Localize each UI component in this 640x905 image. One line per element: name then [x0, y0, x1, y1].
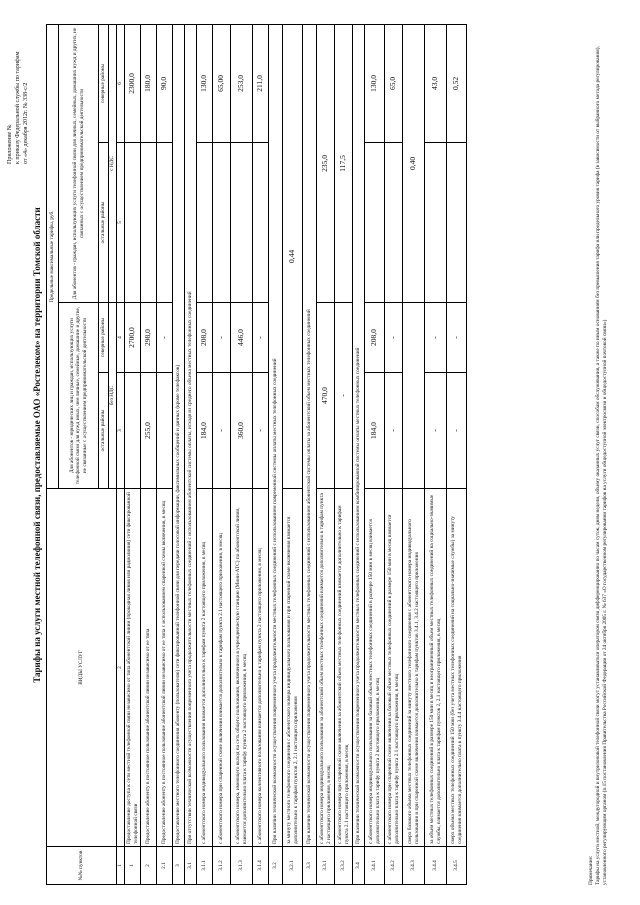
row-331-value-legal: 470,0 [317, 303, 335, 489]
colnum-5: 5 [117, 143, 125, 303]
row-342-value-other-legal: - [385, 373, 403, 489]
row-344-num: 3.4.4 [425, 847, 447, 885]
row-2-text: Предоставление абоненту в постоянное пользование абонентской линии независимо от ее типа [141, 489, 157, 847]
document-title: Тарифы на услуги местной телефонной связи, предоставляемые ОАО «Ростелеком» на территории Томской области [32, 207, 42, 683]
row-312-text: с абонентского номера при спаренной схеме включения взимается дополнительно к тарифам пункта 2.1 настоящего приложения, в месяц [213, 489, 231, 847]
header-vat-2: с НДС [109, 24, 117, 302]
row-312-value-north-legal: - [213, 303, 231, 373]
row-343-text: сверх базового объема местных телефонных соединений за минуту местного телефонного соединения с абонентского номера индивидуального пользования и при спаренной схеме включения взимается дополнительно к тарифам пунктов 3.4.1, 3.4.2 настоящего приложения [403, 489, 425, 847]
row-21-value-north-legal: - [157, 303, 173, 373]
row-3-num: 3 [173, 847, 185, 885]
row-344-text: за объем местных телефонных соединений в размере 150 мин в месяц и неограниченный объем местных телефонных соединений на социально-значимые службы, взимается дополнительно плата к тарифам пунктов 2, 2.1 настоящего приложения, в месяц [425, 489, 447, 847]
row-311-text: с абонентского номера индивидуального пользования взимается дополнительно к тарифам пункта 2 настоящего приложения, в месяц [197, 489, 213, 847]
row-1-text: Предоставление доступа к сети местной телефонной связи независимо от типа абонентской линии (проводная линия или радиолиния) сети фиксированной телефонной связи [125, 489, 141, 847]
row-312-value-other-legal: - [213, 373, 231, 489]
colnum-1: 1 [117, 847, 125, 885]
header-north-regions-1: северные районы [99, 303, 109, 373]
row-311-num: 3.1.1 [197, 847, 213, 885]
row-2-value-north-citizens: 180,0 [141, 24, 157, 142]
row-321-value: 0,44 [283, 24, 303, 488]
header-legal: Для абонентов - юридических лиц и граждан, использующих услуги телефонной связи для нужд иных, чем личные, семейные, домашние и другие, не связанные с осуществлением предпринимательской деятельности [59, 303, 99, 489]
row-345-num: 3.4.5 [447, 847, 467, 885]
row-345-text: сверх объема местных телефонных соединений 150 мин (без учета местных телефонных соединений на социально-значимые службы) за минуту соединения взимается дополнительно плата к пункту 3.4.4 настоящего приложения [447, 489, 467, 847]
row-1-value-north-legal: 2700,0 [125, 303, 141, 373]
row-312-value-north-citizens: 65,00 [213, 24, 231, 142]
row-321-text: за минуту местного телефонного соединения с абонентского номера индивидуального пользования и при спаренной схеме включения взимается дополнительно к тарифам пунктов 2, 2.1 настоящего приложения [283, 489, 303, 847]
row-311-value-north-citizens: 130,0 [197, 24, 213, 142]
row-312-num: 3.1.2 [213, 847, 231, 885]
footnote [588, 25, 608, 885]
row-344-value-north-legal: - [425, 303, 447, 373]
row-332-num: 3.3.2 [335, 847, 353, 885]
row-342-text: с абонентского номера при спаренной схеме включения за базовый объем местных телефонных соединений в размере 150 мин в месяц взимается дополнительно плата к тарифу пункта 2.1 настоящего приложения, в месяц [385, 489, 403, 847]
appendix-header [6, 14, 30, 164]
row-313-value-other-legal: 360,0 [231, 373, 253, 489]
header-other-regions-2: остальные районы [99, 143, 109, 303]
row-1-num: 1 [125, 847, 141, 885]
row-342-num: 3.4.2 [385, 847, 403, 885]
header-service: ВИДЫ УСЛУГ [47, 489, 117, 847]
row-313-value-north-legal: 446,0 [231, 303, 253, 373]
row-2-num: 2 [141, 847, 157, 885]
row-342-value-north-citizens: 65,0 [385, 24, 403, 142]
row-332-text: с абонентского номера при спаренной схеме включения за абонентский объем местных телефонных соединений взимается дополнительно к тарифам пункта 2.1 настоящего приложения, в месяц [335, 489, 353, 847]
row-314-value-north-citizens: 211,0 [253, 24, 269, 142]
header-vat-1: без НДС [109, 303, 117, 489]
row-33-text: При наличии технической возможности осуществления повременного учета продолжительности местных телефонных соединений с использованием абонентской системы оплаты за абонентский объем местных телефонных соединений [303, 24, 317, 846]
row-31-num: 3.1 [185, 847, 197, 885]
row-31-text: При отсутствии технической возможности осуществления повременного учета продолжительности местных телефонных соединений с использованием абонентской системы оплаты, исходя из среднего объема местных телефонных соединений [185, 24, 197, 846]
row-314-text: с абонентского номера коллективного пользования взимается дополнительно к тарифам пункта 2 настоящего приложения, в месяц [253, 489, 269, 847]
colnum-6: 6 [117, 24, 125, 142]
row-341-num: 3.4.1 [365, 847, 385, 885]
header-citizens: Для абонентов - граждан, использующих услуги телефонной связи для личных, семейных, домашних нужд и других, не связанных с осуществлением предпринимательской деятельности [59, 24, 99, 302]
colnum-3: 3 [117, 373, 125, 489]
header-other-regions-1: остальные районы [99, 373, 109, 489]
row-313-num: 3.1.3 [231, 847, 253, 885]
row-34-num: 3.4 [353, 847, 365, 885]
row-341-value-north-legal: 208,0 [365, 303, 385, 373]
row-332-value-legal: - [335, 303, 353, 489]
tariff-table [46, 24, 467, 885]
appendix-line-3: от «4» декабря 2012г. № 338-с/2 [23, 82, 29, 164]
header-tariffs: Предельные максимальные тарифы, руб. [47, 24, 59, 488]
row-313-value-north-citizens: 253,0 [231, 24, 253, 142]
row-32-num: 3.2 [269, 847, 283, 885]
row-343-value: 0,40 [403, 24, 425, 302]
row-2-value-north-legal: 298,0 [141, 303, 157, 373]
row-343-num: 3.4.3 [403, 847, 425, 885]
row-345-value-other-legal: - [447, 373, 467, 489]
row-331-value-citizens: 235,0 [317, 24, 335, 302]
row-321-num: 3.2.1 [283, 847, 303, 885]
row-1-value-north-citizens: 2300,0 [125, 24, 141, 142]
row-331-text: с абонентского номера индивидуального пользования за абонентский объем местных телефонных соединений взимается дополнительно к тарифам пункта 2 настоящего приложения, в месяц [317, 489, 335, 847]
row-341-value-north-citizens: 130,0 [365, 24, 385, 142]
row-332-value-citizens: 117,5 [335, 24, 353, 302]
row-314-num: 3.1.4 [253, 847, 269, 885]
row-311-value-other-legal: 184,0 [197, 373, 213, 489]
row-32-text: При наличии технической возможности осуществления повременного учета продолжительности местных телефонных соединений с использованием повременной системы оплаты местных телефонных соединений [269, 24, 283, 846]
header-num: №№ пунктов [47, 847, 117, 885]
row-344-value-other-legal: - [425, 373, 447, 489]
header-north-regions-2: северные районы [99, 24, 109, 142]
row-314-value-other-legal: - [253, 373, 269, 489]
row-314-value-north-legal: - [253, 303, 269, 373]
row-33-num: 3.3 [303, 847, 317, 885]
row-21-value-north-citizens: 90,0 [157, 24, 173, 142]
footnote-text: Тарифы на услуги местной, междугородной и внутризоновой телефонной связи могут устанавливаться оператором связи дифференцированно по часам суток, дням недели, объему оказанных услуг связи, способам обслуживания, а также по иным основаниям без превышения тарифа или предельного уровня тарифа (в зависимости от выбранного метода регулирования), установленного регулирующим органом (п.15 постановления Правительства Российской Федерации от 24 октября 2005 г. № 637 «О государственном регулировании тарифов на услуги общедоступной электросвязи и общедоступной почтовой связи») [594, 46, 608, 885]
row-345-value-north-citizens: 0,52 [447, 24, 467, 142]
row-2-value-other-legal: 255,0 [141, 373, 157, 489]
row-331-num: 3.3.1 [317, 847, 335, 885]
row-311-value-north-legal: 208,0 [197, 303, 213, 373]
row-345-value-north-legal: - [447, 303, 467, 373]
colnum-4: 4 [117, 303, 125, 373]
row-342-value-north-legal: - [385, 303, 403, 373]
row-21-text: Предоставление абоненту в постоянное пользование абонентской линии независимо от ее типа с использованием спаренной схемы включения, в месяц [157, 489, 173, 847]
appendix-line-2: к приказу Федеральной службы по тарифам [15, 51, 21, 164]
row-21-num: 2.1 [157, 847, 173, 885]
footnote-label: Примечание: [588, 855, 594, 885]
appendix-line-1: Приложение № [7, 124, 13, 164]
row-341-text: с абонентского номера индивидуального пользования за базовый объем местных телефонных соединений в размере 150 мин в месяц взимается дополнительно плата к тарифу пункта 2 настоящего приложения, в месяц [365, 489, 385, 847]
colnum-2: 2 [117, 489, 125, 847]
row-34-text: При наличии технической возможности осуществления повременного учета продолжительности местных телефонных соединений с использованием комбинированной системы оплаты местных телефонных соединений [353, 24, 365, 846]
row-3-text: Предоставление местного телефонного соединения абоненту (пользователю) сети фиксированной телефонной связи для передачи голосовой информации, факсимильных сообщений и данных (кроме телефаксов) [173, 24, 185, 846]
row-313-text: с абонентского номера, имеющего выход на сеть общего пользования, включенного в учрежденческую станцию (Мини-АТС) по абонентской линии, взимается дополнительно плата к тарифу пункта 2 настоящего приложения, в месяц [231, 489, 253, 847]
row-344-value-north-citizens: 43,0 [425, 24, 447, 142]
row-341-value-other-legal: 184,0 [365, 373, 385, 489]
